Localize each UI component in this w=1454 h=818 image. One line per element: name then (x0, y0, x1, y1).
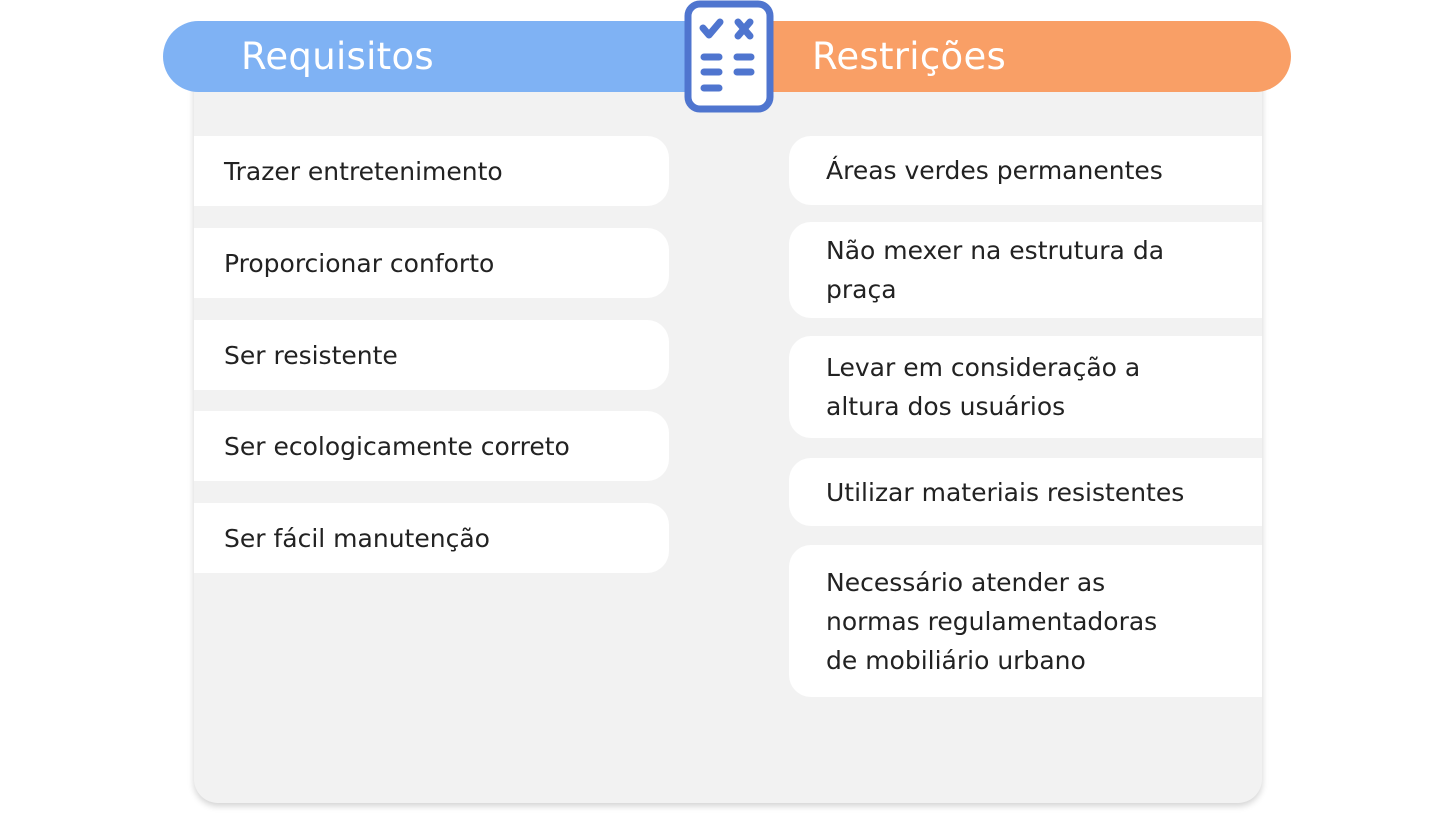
restricao-label: Utilizar materiais resistentes (826, 477, 1185, 507)
requisito-label: Ser resistente (224, 340, 398, 370)
restricao-item (789, 222, 1262, 318)
restricao-item (789, 458, 1262, 526)
restricao-item (789, 336, 1262, 438)
requisitos-title: Requisitos (241, 35, 435, 78)
restricao-item (789, 545, 1262, 697)
checklist-icon (684, 0, 774, 113)
restricao-item (789, 136, 1262, 205)
requisito-item (194, 136, 669, 206)
requisito-item (194, 503, 669, 573)
restricao-label: Necessário atender as normas regulamentadoras de mobiliário urbano (826, 567, 1158, 675)
restricao-label: Áreas verdes permanentes (826, 156, 1163, 185)
requisito-label: Proporcionar conforto (224, 248, 495, 278)
requisito-item (194, 228, 669, 298)
restricao-label: Não mexer na estrutura da praça (826, 236, 1165, 304)
requisito-label: Ser fácil manutenção (224, 523, 490, 553)
requisito-label: Trazer entretenimento (224, 156, 503, 186)
restricao-label: Levar em consideração a altura dos usuários (826, 353, 1141, 421)
requisito-item (194, 320, 669, 390)
requisito-label: Ser ecologicamente correto (224, 431, 570, 461)
restricoes-title: Restrições (812, 35, 1007, 78)
requisito-item (194, 411, 669, 481)
restricoes-header (735, 21, 1291, 92)
requisitos-header (163, 21, 723, 92)
